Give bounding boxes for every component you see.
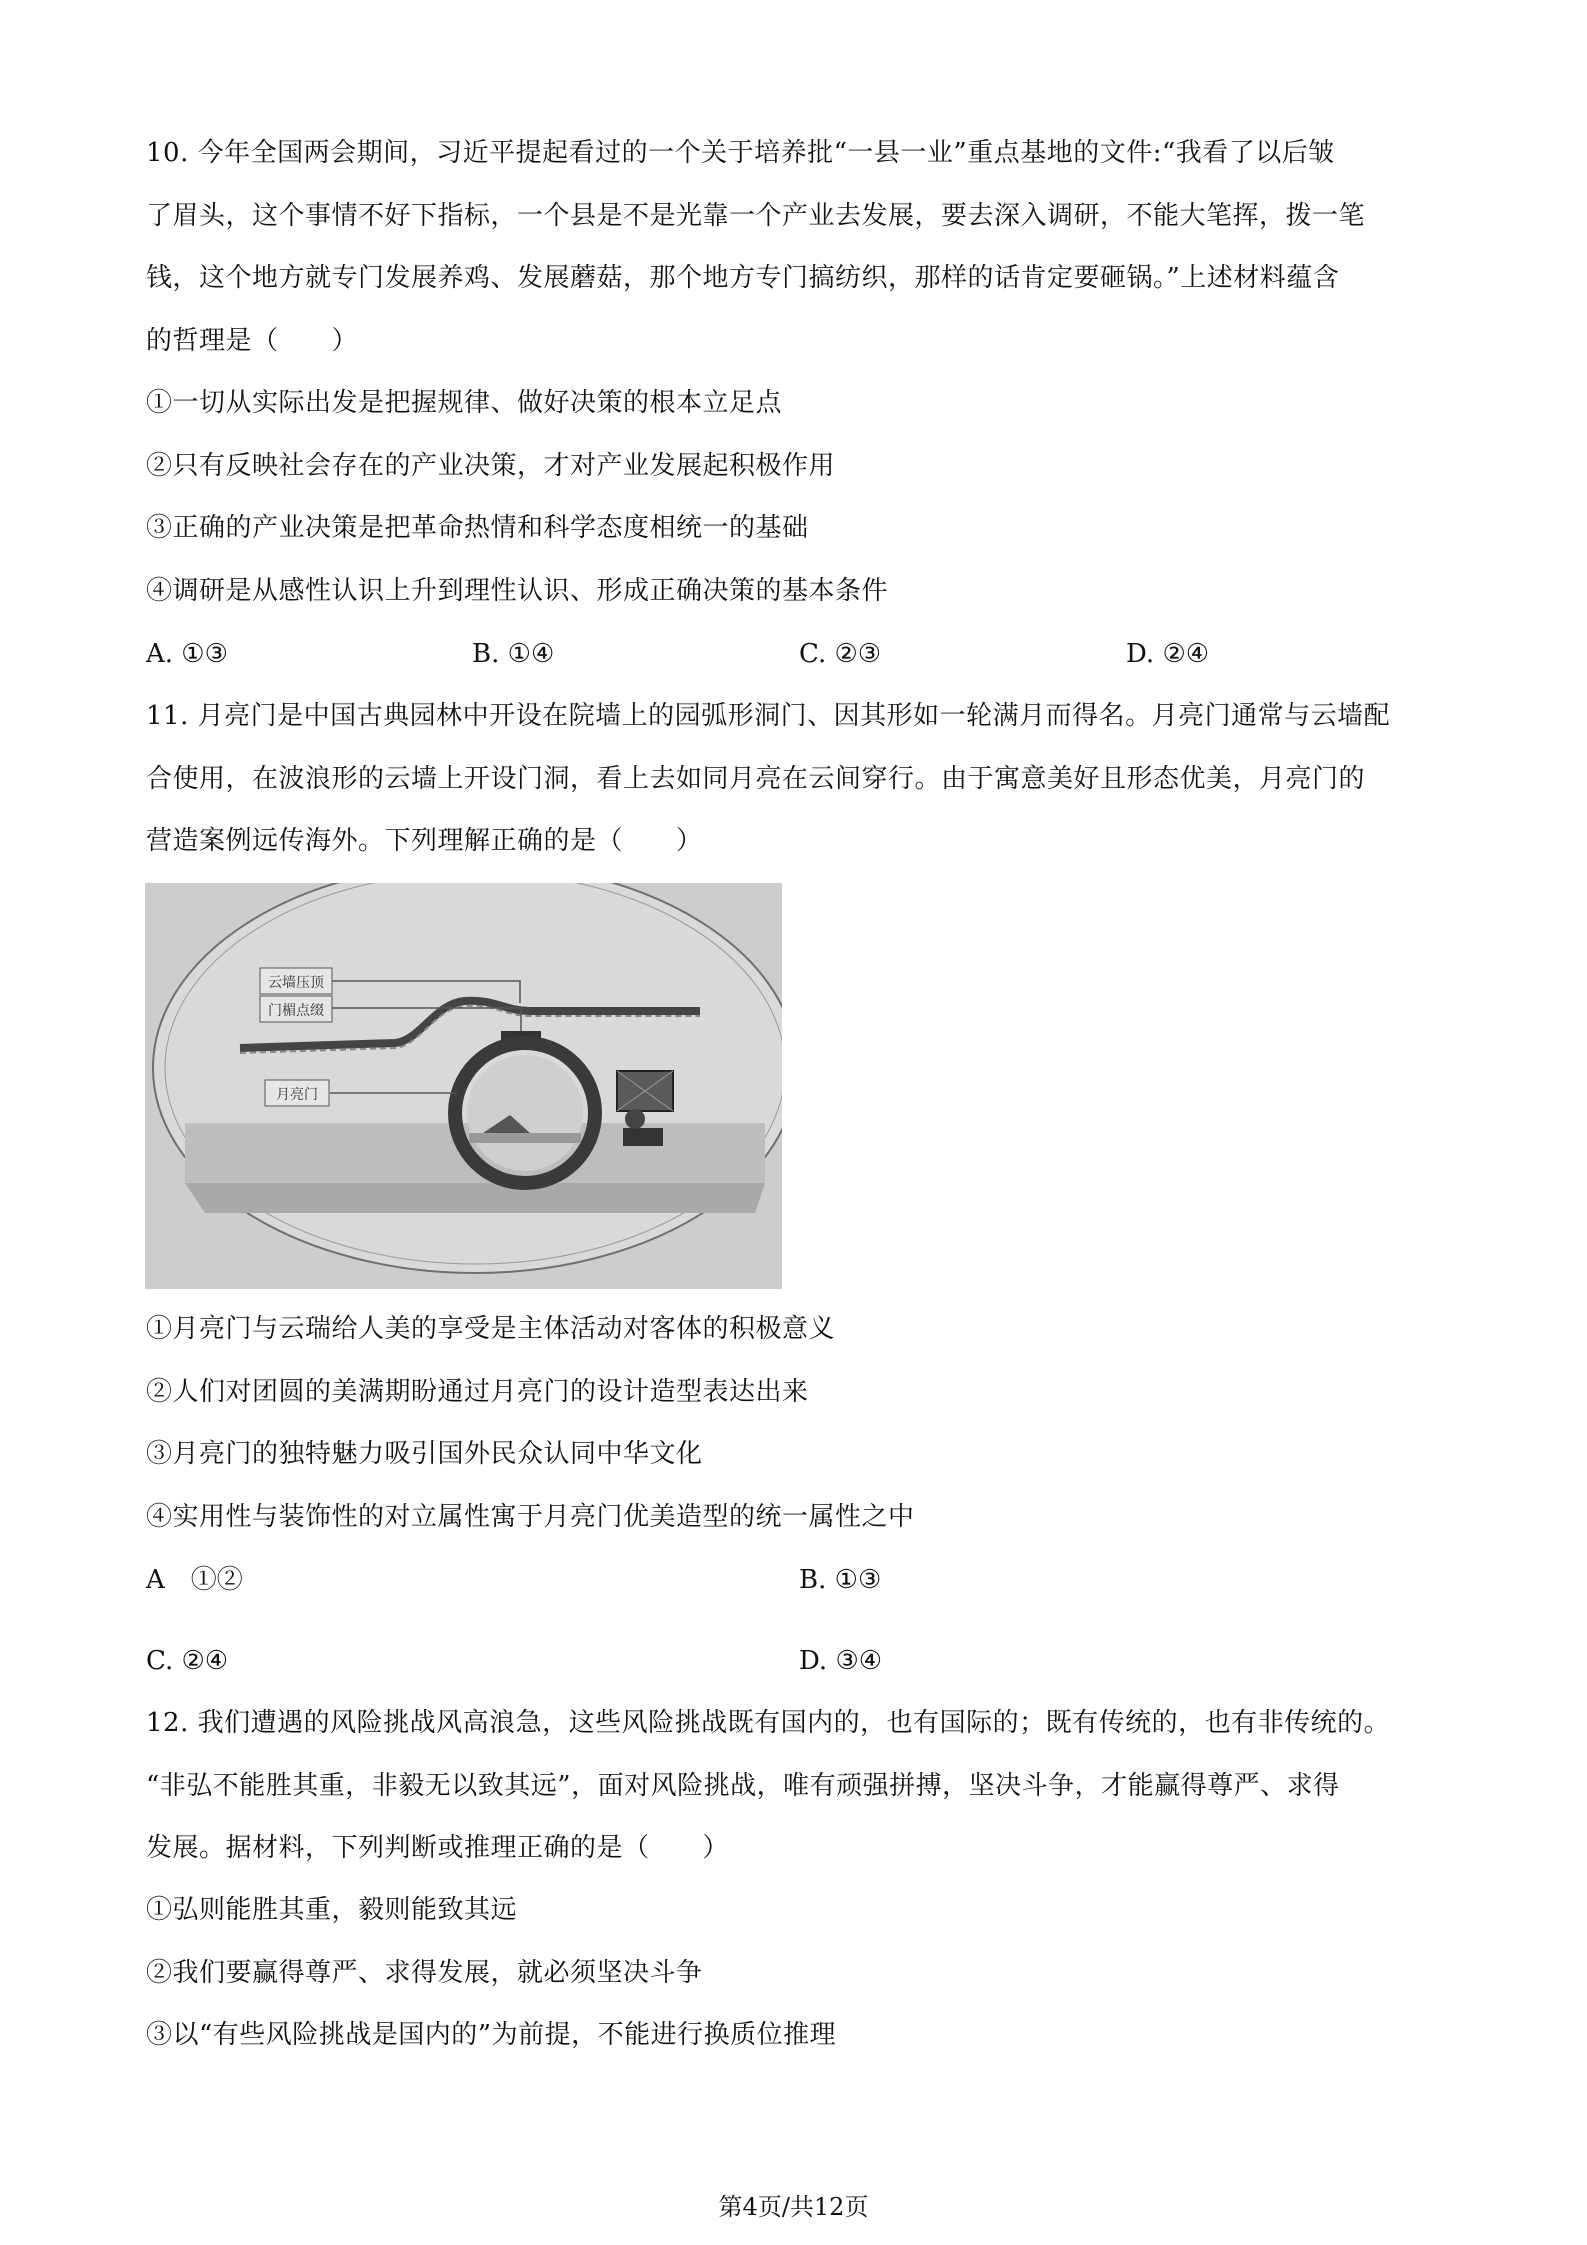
q10-item: ①一切从实际出发是把握规律、做好决策的根本立足点 <box>146 388 783 418</box>
q11-option-b: B. ①③ <box>799 1565 882 1595</box>
q11-option-a: A ①② <box>146 1565 243 1595</box>
q11-item: ②人们对团圆的美满期盼通过月亮门的设计造型表达出来 <box>146 1377 809 1407</box>
q10-stem-line: 钱，这个地方就专门发展养鸡、发展蘑菇，那个地方专门搞纺织，那样的话肯定要砸锅。”上述材料蕴含 <box>146 263 1340 293</box>
q10-item: ④调研是从感性认识上升到理性认识、形成正确决策的基本条件 <box>146 576 889 606</box>
label-lintel-decoration: 门楣点缀 <box>268 1003 324 1019</box>
q10-item: ③正确的产业决策是把革命热情和科学态度相统一的基础 <box>146 513 809 543</box>
q10-stem-line: 了眉头，这个事情不好下指标，一个县是不是光靠一个产业去发展，要去深入调研，不能大笔挥，拨一笔 <box>146 201 1366 231</box>
q10-option-b: B. ①④ <box>472 639 555 669</box>
q12-item: ②我们要赢得尊严、求得发展，就必须坚决斗争 <box>146 1958 703 1988</box>
q11-item: ①月亮门与云瑞给人美的享受是主体活动对客体的积极意义 <box>146 1314 836 1344</box>
q10-option-c: C. ②③ <box>799 639 882 669</box>
q10-item: ②只有反映社会存在的产业决策，才对产业发展起积极作用 <box>146 451 836 481</box>
q11-stem-line: 合使用，在波浪形的云墙上开设门洞，看上去如同月亮在云间穿行。由于寓意美好且形态优美，月亮门的 <box>146 764 1366 794</box>
q12-stem-line: “非弘不能胜其重，非毅无以致其远”，面对风险挑战，唯有顽强拼搏，坚决斗争，才能赢得尊严、求得 <box>146 1771 1340 1801</box>
q11-option-d: D. ③④ <box>799 1646 883 1676</box>
moon-gate-diagram <box>145 883 782 1289</box>
moon-gate-figure <box>145 883 782 1289</box>
q10-option-a: A. ①③ <box>146 639 228 669</box>
q11-item: ③月亮门的独特魅力吸引国外民众认同中华文化 <box>146 1439 703 1469</box>
q10-stem-line: 的哲理是（ ） <box>146 326 359 356</box>
label-moon-gate: 月亮门 <box>276 1087 318 1103</box>
q11-option-c: C. ②④ <box>146 1646 229 1676</box>
q12-stem-line: 12. 我们遭遇的风险挑战风高浪急，这些风险挑战既有国内的，也有国际的；既有传统的，也有非传统的。 <box>146 1708 1391 1738</box>
q11-item: ④实用性与装饰性的对立属性寓于月亮门优美造型的统一属性之中 <box>146 1502 915 1532</box>
q12-item: ①弘则能胜其重，毅则能致其远 <box>146 1895 518 1925</box>
q12-stem-line: 发展。据材料，下列判断或推理正确的是（ ） <box>146 1833 730 1863</box>
q10-stem-line: 10. 今年全国两会期间，习近平提起看过的一个关于培养批“一县一业”重点基地的文件:“我看了以后皱 <box>146 138 1335 168</box>
label-cloud-wall-coping: 云墙压顶 <box>268 975 324 991</box>
q11-stem-line: 营造案例远传海外。下列理解正确的是（ ） <box>146 826 703 856</box>
q12-item: ③以“有些风险挑战是国内的”为前提，不能进行换质位推理 <box>146 2020 837 2050</box>
q11-stem-line: 11. 月亮门是中国古典园林中开设在院墙上的园弧形洞门、因其形如一轮满月而得名。月亮门通常与云墙配 <box>146 701 1391 731</box>
q10-option-d: D. ②④ <box>1126 639 1210 669</box>
page-number: 第4页/共12页 <box>718 2193 869 2221</box>
